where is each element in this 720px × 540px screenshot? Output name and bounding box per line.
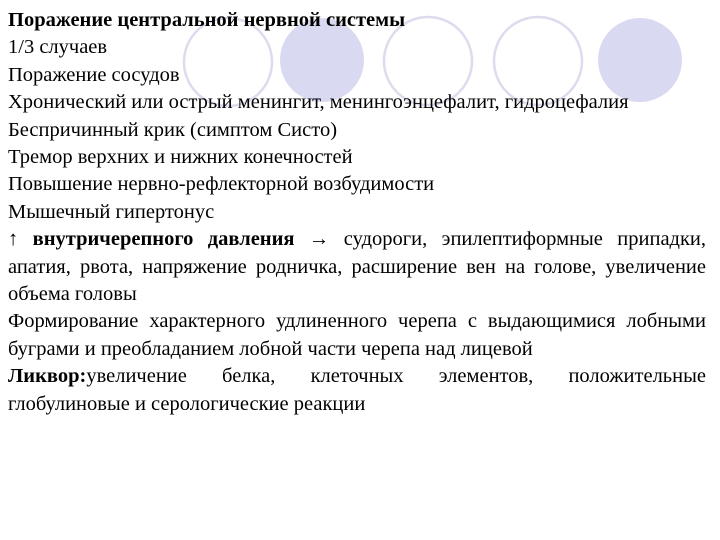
- item-hypertonus: Мышечный гипертонус: [8, 200, 215, 223]
- item-cry: Беспричинный крик (симптом Систо): [8, 118, 338, 141]
- slide-title: Поражение центральной нервной системы: [8, 9, 406, 31]
- item-vascular: Поражение сосудов: [8, 63, 180, 86]
- item-frequency: 1/3 случаев: [8, 36, 108, 59]
- csf-text: увеличение белка, клеточных элементов, положительные глобулиновые и серологические реакции: [8, 365, 706, 415]
- csf-label: Ликвор:: [8, 365, 87, 388]
- item-csf: [8, 363, 706, 418]
- arrow-right-icon: →: [308, 228, 330, 251]
- item-meningitis: Хронический или острый менингит, менингоэнцефалит, гидроцефалия: [8, 91, 629, 114]
- item-excitability: Повышение нервно-рефлекторной возбудимости: [8, 173, 435, 196]
- item-intracranial-pressure: [8, 226, 706, 308]
- slide-content: [8, 7, 706, 418]
- item-tremor: Тремор верхних и нижних конечностей: [8, 146, 353, 169]
- item-skull: Формирование характерного удлиненного черепа с выдающимися лобными буграми и преобладанием лобной части черепа над лицевой: [8, 310, 706, 360]
- arrow-up-icon: ↑: [8, 228, 19, 251]
- pressure-bold-text: внутричерепного давления: [32, 228, 295, 251]
- pressure-symptoms: судороги, эпилептиформные припадки, апатия, рвота, напряжение родничка, расширение вен на голове, увеличение объема головы: [8, 228, 707, 306]
